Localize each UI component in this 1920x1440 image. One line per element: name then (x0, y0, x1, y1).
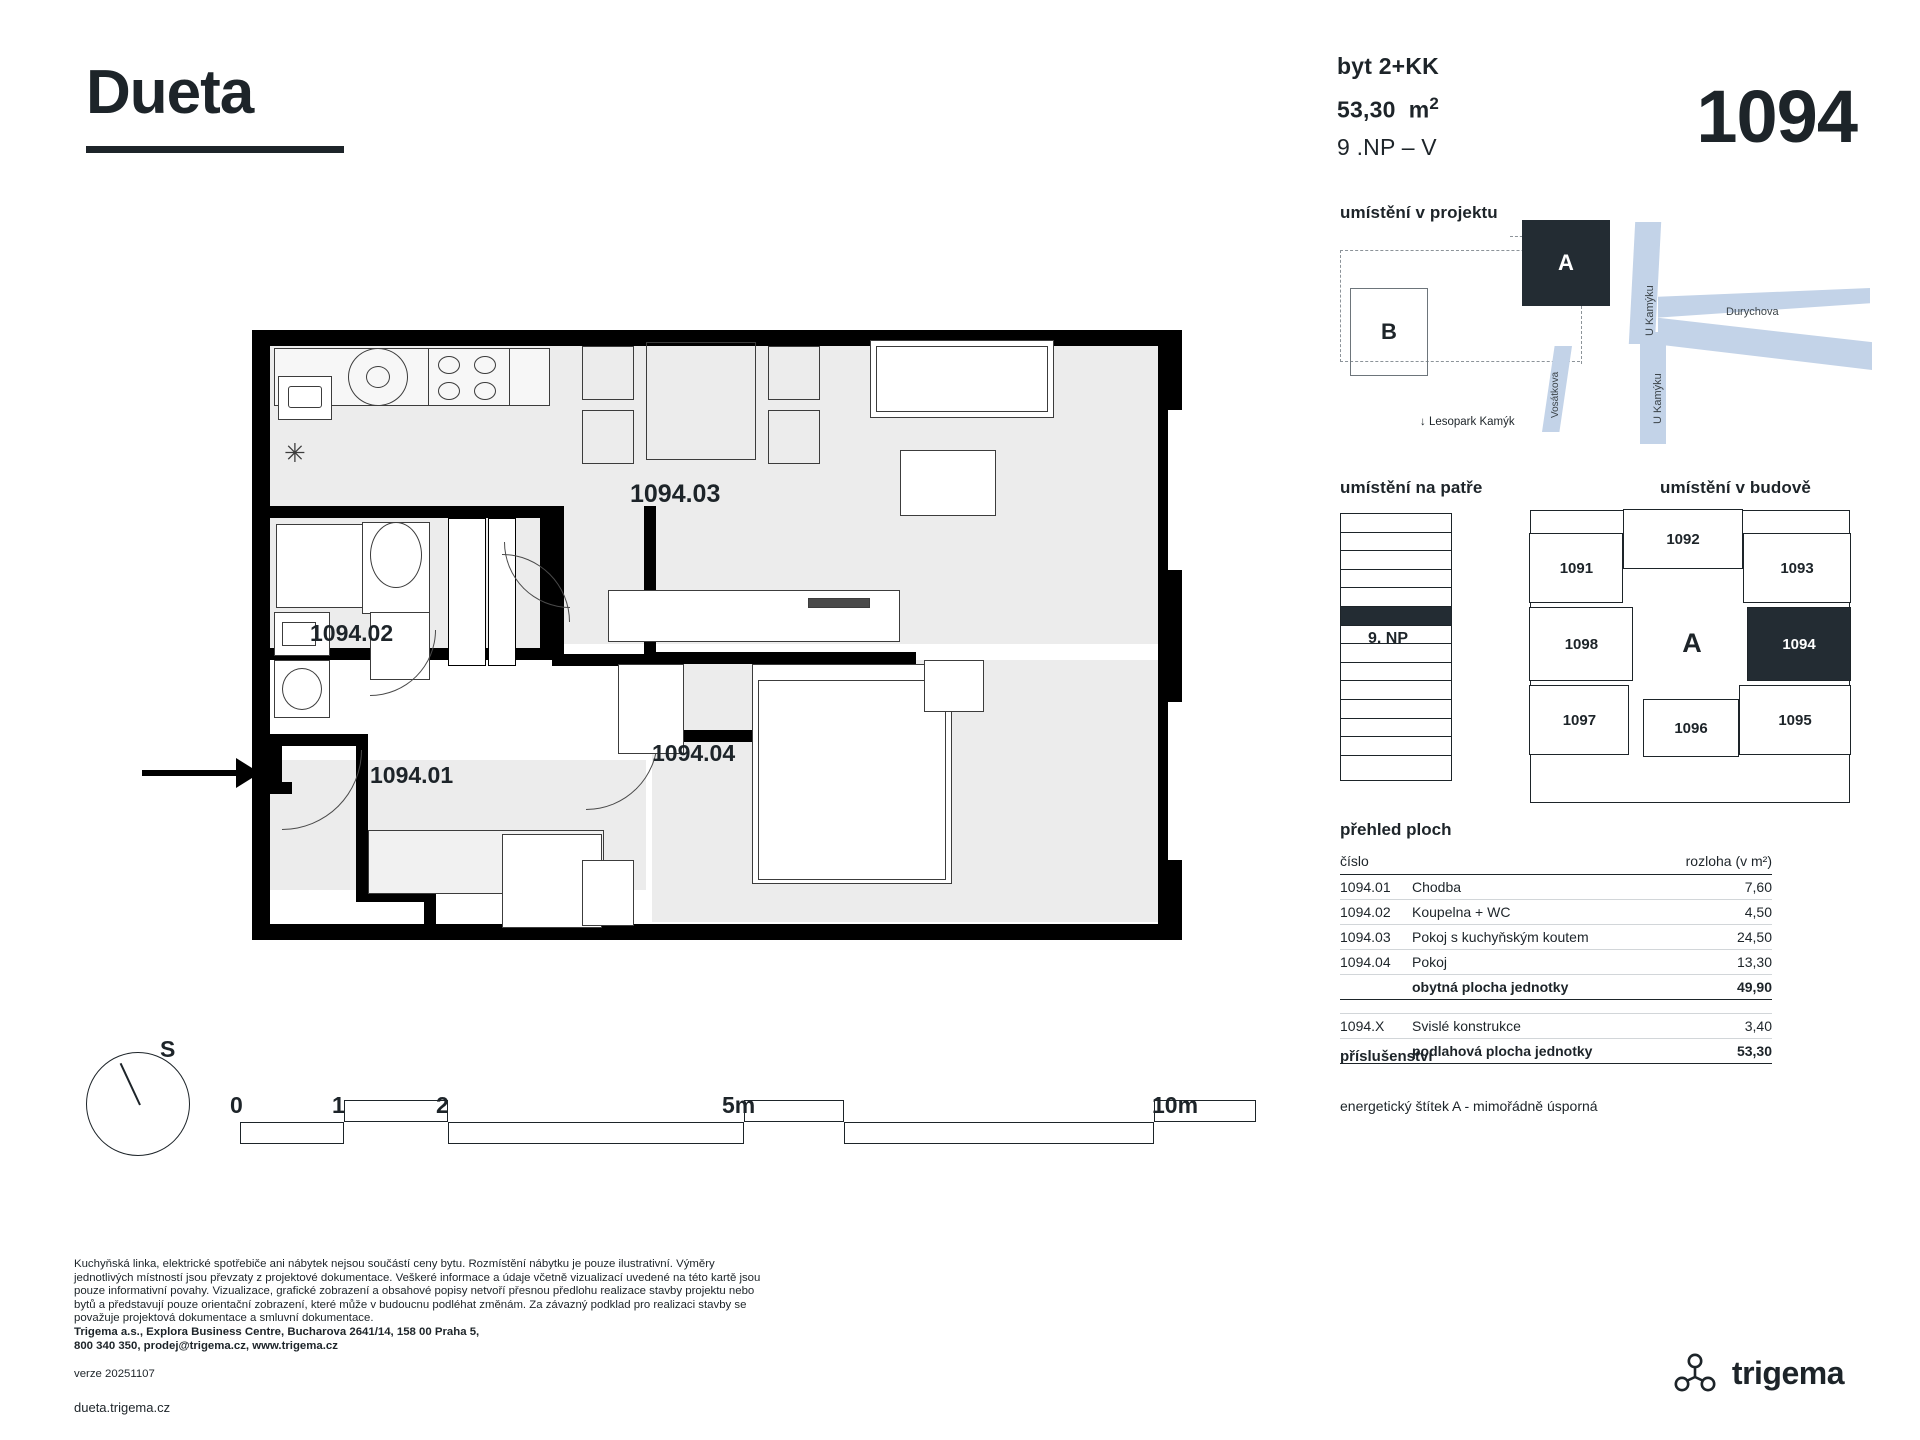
room-area: 24,50 (1655, 925, 1772, 950)
project-block-b (1350, 288, 1428, 376)
living-area-value: 49,90 (1655, 975, 1772, 1000)
floor-row (1341, 551, 1451, 570)
total-label: podlahová plocha jednotky (1412, 1039, 1655, 1064)
structures-name: Svislé konstrukce (1412, 1014, 1655, 1039)
compass (86, 1052, 190, 1156)
wall-right-strip-2 (1158, 690, 1168, 870)
room-area: 13,30 (1655, 950, 1772, 975)
areas-title: přehled ploch (1340, 820, 1452, 839)
entry-arrow-head (236, 758, 260, 788)
unit-number: 1094 (1696, 75, 1857, 158)
section-label-project-location: umístění v projektu (1340, 203, 1498, 222)
scale-tick-1: 1 (332, 1092, 345, 1118)
street-label-vosatkova: Vosátkova (1550, 371, 1561, 418)
washing-machine-drum (282, 668, 322, 710)
floor-row (1341, 719, 1451, 738)
floor-row (1341, 570, 1451, 589)
park-label: ↓ Lesopark Kamýk (1420, 416, 1515, 428)
room-number: 1094.03 (1340, 925, 1412, 950)
compass-south-label: S (160, 1036, 176, 1062)
scale-seg-2 (448, 1122, 744, 1144)
floor-row (1341, 514, 1451, 533)
disclaimer-line-5: považuje projektová dokumentace a smluvní dokumentace. (74, 1312, 374, 1325)
compass-needle (120, 1063, 141, 1106)
building-unit-1091: 1091 (1529, 533, 1623, 603)
scale-seg-1 (344, 1100, 448, 1122)
trigema-logo (1672, 1350, 1844, 1396)
living-area-label: obytná plocha jednotky (1412, 975, 1655, 1000)
scale-bar (230, 1092, 1256, 1144)
closet-unit (448, 518, 486, 666)
room-name: Pokoj (1412, 950, 1655, 975)
unit-type: byt 2+KK (1337, 53, 1439, 79)
road-durychova-branch (1658, 312, 1872, 370)
floor-plan-drawing (252, 330, 1197, 1010)
wall-entry-top (270, 734, 366, 746)
building-unit-1097: 1097 (1529, 685, 1629, 755)
building-map (1530, 510, 1850, 803)
room-number: 1094.04 (1340, 950, 1412, 975)
col-header-area: rozloha (v m²) (1655, 850, 1772, 875)
unit-floor: 9 .NP – V (1337, 133, 1437, 160)
building-core-a: A (1649, 603, 1735, 683)
table-header-row (1340, 850, 1772, 875)
structures-area: 3,40 (1655, 1014, 1772, 1039)
disclaimer-line-2: jednotlivých místností jsou převzaty z projektové dokumentace. Veškeré informace a údaje včetně vizualizací uvedené na této kartě jsou (74, 1271, 761, 1284)
disclaimer-line-3: pouze informativní povahy. Vizualizace, grafické zobrazení a obsahové popisy netvoří přesnou předlohu realizace stavby projektu nebo (74, 1285, 755, 1298)
wall-bottom (252, 924, 1182, 940)
disclaimer-line-4: bytů a představují pouze orientační zobrazení, které může v budoucnu podléhat změnám. Za závazný podklad pro realizaci stavby se (74, 1298, 747, 1311)
project-block-b-label: B (1381, 319, 1397, 344)
building-unit-1096: 1096 (1643, 699, 1739, 757)
scale-seg-3 (744, 1100, 844, 1122)
room-number: 1094.01 (1340, 875, 1412, 900)
street-label-u-kamyku-2: U Kamýku (1652, 373, 1664, 424)
wall-right-4 (1158, 860, 1182, 940)
room-name: Pokoj s kuchyňským koutem (1412, 925, 1655, 950)
burner-2 (474, 356, 496, 374)
coffee-table (900, 450, 996, 516)
project-block-a-label: A (1558, 250, 1574, 275)
wall-left (252, 330, 270, 940)
room-number: 1094.02 (1340, 900, 1412, 925)
areas-table (1340, 850, 1772, 1064)
brand-underline (86, 146, 344, 153)
table-row-living-area (1340, 975, 1772, 1000)
floor-active-label: 9. NP (1368, 630, 1409, 647)
sink-basin (288, 386, 322, 408)
unit-area-unit: m (1408, 96, 1430, 123)
building-unit-1094-highlighted: 1094 (1747, 607, 1851, 681)
floor-row (1341, 588, 1451, 607)
dining-chair-3 (768, 346, 820, 400)
trigema-mark-icon (1672, 1350, 1718, 1396)
toilet-bowl (370, 522, 422, 588)
version-label: verze 20251107 (74, 1368, 155, 1380)
col-header-number: číslo (1340, 850, 1655, 875)
scale-seg-0 (240, 1122, 344, 1144)
project-block-a (1522, 220, 1610, 306)
wall-hall-floor-stub (424, 890, 436, 926)
bedroom-shelf (582, 860, 634, 926)
building-unit-1092: 1092 (1623, 509, 1743, 569)
company-address: Trigema a.s., Explora Business Centre, Bucharova 2641/14, 158 00 Praha 5, (74, 1325, 480, 1338)
scale-tick-2: 2 (436, 1092, 449, 1118)
floor-row-active (1341, 607, 1451, 626)
structures-number: 1094.X (1340, 1014, 1412, 1039)
nightstand (924, 660, 984, 712)
floor-row (1341, 663, 1451, 682)
trigema-wordmark: trigema (1731, 1354, 1844, 1391)
room-label-1094-04: 1094.04 (652, 740, 736, 766)
table-row (1340, 900, 1772, 925)
company-contact: 800 340 350, prodej@trigema.cz, www.trigema.cz (74, 1339, 338, 1352)
table-row (1340, 950, 1772, 975)
table-row (1340, 925, 1772, 950)
floor-row (1341, 756, 1451, 775)
accessories-label: příslušenství (1340, 1048, 1433, 1065)
table-row-structures (1340, 1014, 1772, 1039)
unit-meta (1337, 48, 1439, 166)
room-label-1094-03: 1094.03 (630, 480, 721, 508)
living-area-spacer (1340, 975, 1412, 1000)
brand-name: Dueta (86, 58, 254, 127)
burner-3 (438, 382, 460, 400)
project-location-map (1340, 228, 1870, 458)
floor-row (1341, 681, 1451, 700)
wall-right-1 (1158, 330, 1182, 410)
areas-overview (1340, 820, 1772, 1064)
floor-row (1341, 533, 1451, 552)
shower-tray (276, 524, 372, 608)
room-label-1094-01: 1094.01 (370, 762, 454, 788)
disclaimer (74, 1258, 884, 1353)
building-unit-1098: 1098 (1529, 607, 1633, 681)
section-label-floor-location: umístění na patře (1340, 478, 1483, 497)
dining-chair-4 (768, 410, 820, 464)
building-unit-1093: 1093 (1743, 533, 1851, 603)
sofa-cushions (876, 346, 1048, 412)
table-spacer-row (1340, 1000, 1772, 1014)
bed-mattress (758, 680, 946, 880)
scale-tick-10m: 10m (1152, 1092, 1199, 1118)
unit-area-exponent: 2 (1429, 94, 1440, 113)
total-value: 53,30 (1655, 1039, 1772, 1064)
burner-4 (474, 382, 496, 400)
room-name: Chodba (1412, 875, 1655, 900)
scale-tick-5m: 5m (722, 1092, 756, 1118)
park-label-text: Lesopark Kamýk (1428, 416, 1515, 428)
floor-row (1341, 737, 1451, 756)
scale-tick-0: 0 (230, 1092, 243, 1118)
room-label-1094-02: 1094.02 (310, 620, 394, 646)
dining-chair-1 (582, 346, 634, 400)
street-label-durychova: Durychova (1726, 306, 1779, 318)
burner-1 (438, 356, 460, 374)
brand-logo (86, 58, 344, 153)
table-row (1340, 875, 1772, 900)
website-link[interactable]: dueta.trigema.cz (74, 1400, 171, 1415)
tv-unit (808, 598, 870, 608)
dining-table (646, 342, 756, 460)
wall-bath-top (270, 506, 552, 518)
disclaimer-line-1: Kuchyňská linka, elektrické spotřebiče ani nábytek nejsou součástí ceny bytu. Rozmístění nábytku je pouze ilustrativní. Výměry (74, 1258, 715, 1270)
room-area: 4,50 (1655, 900, 1772, 925)
unit-area-value: 53,30 (1337, 96, 1396, 123)
section-label-building-location: umístění v budově (1660, 478, 1811, 497)
kitchen-hob-inner (366, 366, 390, 388)
building-unit-1095: 1095 (1739, 685, 1851, 755)
room-area: 7,60 (1655, 875, 1772, 900)
unit-area (1337, 85, 1439, 129)
energy-label: energetický štítek A - mimořádně úsporná (1340, 1098, 1598, 1114)
scale-seg-4 (844, 1122, 1154, 1144)
room-name: Koupelna + WC (1412, 900, 1655, 925)
wall-bedroom-top (648, 652, 916, 664)
entry-arrow-shaft (142, 770, 242, 776)
street-label-u-kamyku-1: U Kamýku (1644, 285, 1656, 336)
wall-right-strip-1 (1158, 406, 1168, 586)
dining-chair-2 (582, 410, 634, 464)
floor-row (1341, 700, 1451, 719)
kitchen-star-icon: ✳ (284, 438, 306, 468)
